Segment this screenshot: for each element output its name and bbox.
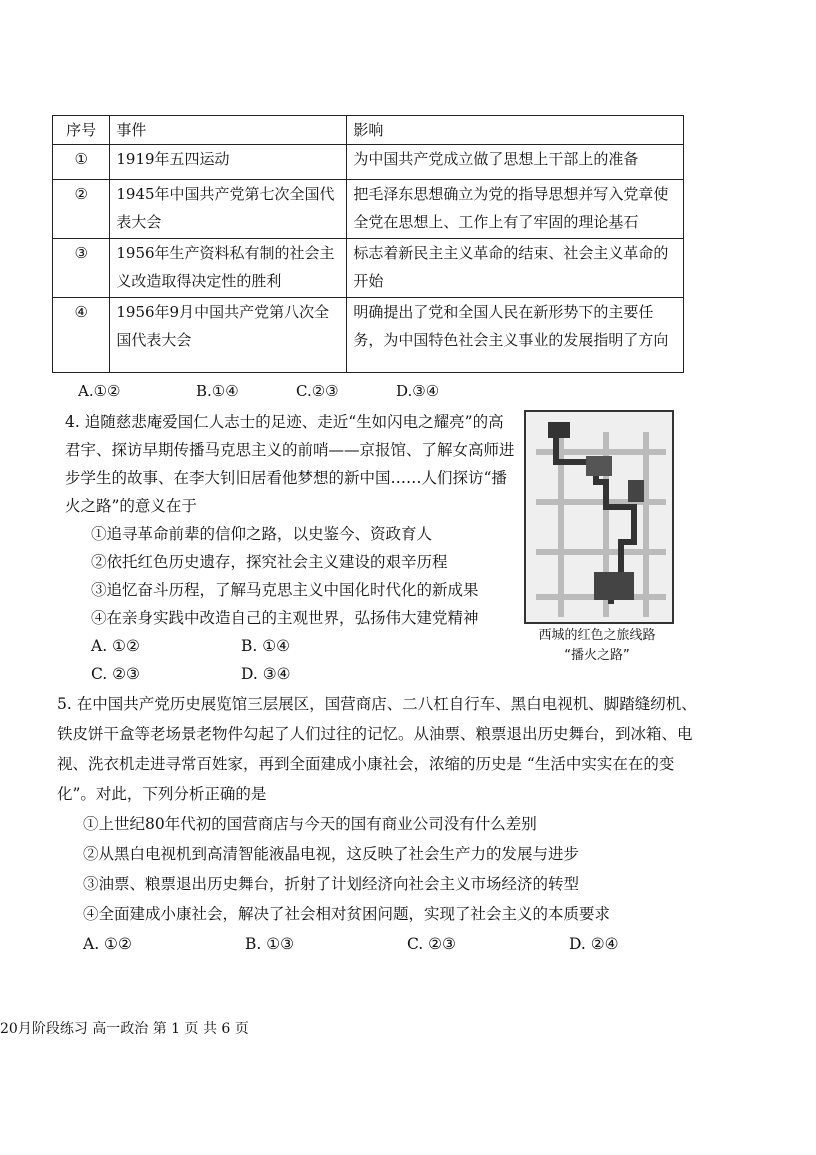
option-c[interactable]: C. ②③ — [407, 935, 456, 953]
option-b[interactable]: B. ①④ — [241, 637, 291, 655]
option-c[interactable]: C.②③ — [296, 382, 339, 400]
events-table — [52, 115, 684, 373]
row-no: ② — [53, 180, 110, 239]
question-5 — [57, 689, 697, 959]
option-b[interactable]: B. ①③ — [245, 935, 295, 953]
option-c[interactable]: C. ②③ — [91, 665, 140, 683]
page-footer: 20月阶段练习 高一政治 第 1 页 共 6 页 — [0, 1021, 249, 1037]
caption-line-1: 西城的红色之旅线路 — [538, 628, 656, 643]
q4-options-row-2 — [65, 660, 515, 688]
question-4 — [65, 408, 515, 688]
row-impact: 明确提出了党和全国人民在新形势下的主要任务，为中国特色社会主义事业的发展指明了方向 — [347, 298, 684, 373]
choice-item: ④全面建成小康社会，解决了社会相对贫困问题，实现了社会主义的本质要求 — [83, 905, 611, 923]
table-header-row — [53, 116, 684, 145]
q4-options-row-1 — [65, 632, 515, 660]
option-a[interactable]: A. ①② — [91, 637, 140, 655]
figure-caption — [520, 626, 674, 666]
option-d[interactable]: D. ③④ — [241, 665, 291, 683]
choice-item: ②依托红色历史遗存，探究社会主义建设的艰辛历程 — [91, 553, 448, 571]
choice-item: ③油票、粮票退出历史舞台，折射了计划经济向社会主义市场经济的转型 — [83, 875, 580, 893]
q3-options — [78, 382, 439, 400]
row-no: ④ — [53, 298, 110, 373]
row-event: 1945年中国共产党第七次全国代表大会 — [110, 180, 347, 239]
option-a[interactable]: A. ①② — [83, 935, 132, 953]
choice-item: ①上世纪80年代初的国营商店与今天的国有商业公司没有什么差别 — [83, 815, 537, 833]
row-impact: 标志着新民主主义革命的结束、社会主义革命的开始 — [347, 239, 684, 298]
table-row — [53, 239, 684, 298]
row-event: 1919年五四运动 — [110, 145, 347, 180]
caption-line-2: “播火之路” — [564, 648, 630, 663]
row-impact: 把毛泽东思想确立为党的指导思想并写入党章使全党在思想上、工作上有了牢固的理论基石 — [347, 180, 684, 239]
row-no: ③ — [53, 239, 110, 298]
row-no: ① — [53, 145, 110, 180]
table-row — [53, 180, 684, 239]
table-row — [53, 298, 684, 373]
col-header-no: 序号 — [53, 116, 110, 145]
row-event: 1956年生产资料私有制的社会主义改造取得决定性的胜利 — [110, 239, 347, 298]
route-map-image — [524, 410, 674, 624]
table-row — [53, 145, 684, 180]
col-header-event: 事件 — [110, 116, 347, 145]
row-event: 1956年9月中国共产党第八次全国代表大会 — [110, 298, 347, 373]
q5-options-row — [57, 929, 697, 959]
option-d[interactable]: D.③④ — [396, 382, 440, 400]
option-a[interactable]: A.①② — [78, 382, 121, 400]
question-stem: 5. 在中国共产党历史展览馆三层展区，国营商店、二八杠自行车、黑白电视机、脚踏缝纫机、铁皮饼干盒等老场景老物件勾起了人们过往的记忆。从油票、粮票退出历史舞台，到冰箱、电视、洗衣机走进寻常百姓家，再到全面建成小康社会，浓缩的历史是 “生活中实实在在的变化”。对此，下列分析正确的是 — [57, 695, 697, 803]
choice-item: ②从黑白电视机到高清智能液晶电视，这反映了社会生产力的发展与进步 — [83, 845, 580, 863]
row-impact: 为中国共产党成立做了思想上干部上的准备 — [347, 145, 684, 180]
choice-item: ④在亲身实践中改造自己的主观世界，弘扬伟大建党精神 — [91, 609, 479, 627]
choice-item: ③追忆奋斗历程，了解马克思主义中国化时代化的新成果 — [91, 581, 479, 599]
route-map-icon — [526, 412, 672, 622]
col-header-impact: 影响 — [347, 116, 684, 145]
option-b[interactable]: B.①④ — [196, 382, 239, 400]
choice-item: ①追寻革命前辈的信仰之路，以史鉴今、资政育人 — [91, 525, 433, 543]
option-d[interactable]: D. ②④ — [569, 935, 619, 953]
question-stem: 4. 追随慈悲庵爱国仁人志士的足迹、走近“生如闪电之耀亮”的高君宇、探访早期传播马克思主义的前哨——京报馆、了解女高师进步学生的故事、在李大钊旧居看他梦想的新中国……人们探访“播火之路”的意义在于 — [65, 413, 515, 515]
